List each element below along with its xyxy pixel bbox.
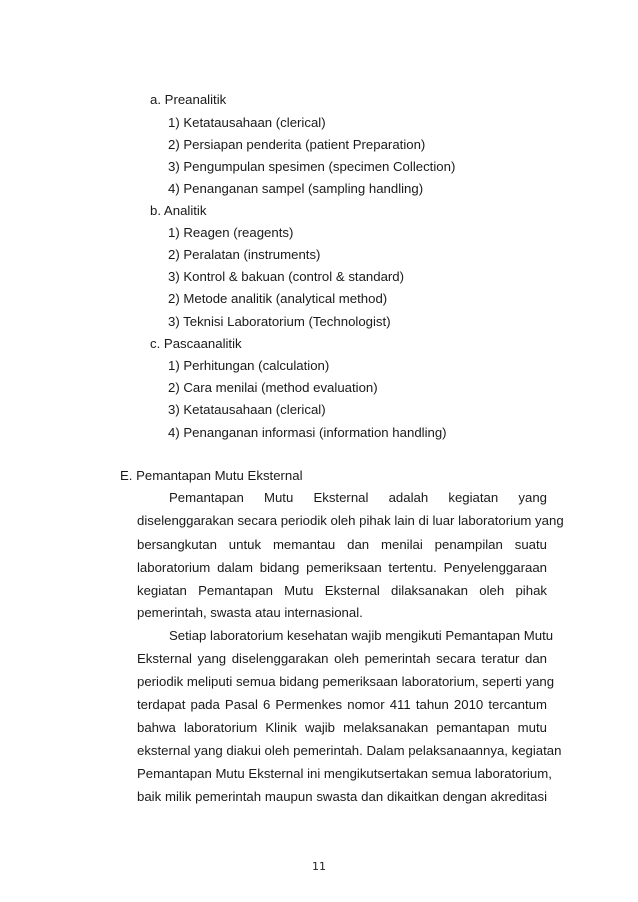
paragraph-line: Eksternal yang diselenggarakan oleh pemerintah secara teratur dan <box>137 651 547 666</box>
list-item: 3) Pengumpulan spesimen (specimen Collection) <box>168 159 456 174</box>
list-item: 1) Reagen (reagents) <box>168 225 294 240</box>
list-item: 1) Ketatausahaan (clerical) <box>168 115 326 130</box>
page-number: 11 <box>312 860 326 873</box>
paragraph-line: bahwa laboratorium Klinik wajib melaksanakan pemantapan mutu <box>137 720 547 735</box>
list-item: 2) Peralatan (instruments) <box>168 247 321 262</box>
list-item: 4) Penanganan sampel (sampling handling) <box>168 181 424 196</box>
paragraph-line: kegiatan Pemantapan Mutu Eksternal dilaksanakan oleh pihak <box>137 583 547 598</box>
outline-heading-pascaanalitik: c. Pascaanalitik <box>150 336 242 351</box>
list-item: 3) Teknisi Laboratorium (Technologist) <box>168 314 391 329</box>
paragraph-line: Setiap laboratorium kesehatan wajib mengikuti Pemantapan Mutu <box>169 628 554 643</box>
list-item: 3) Ketatausahaan (clerical) <box>168 402 326 417</box>
paragraph-line: pemerintah, swasta atau internasional. <box>137 605 363 620</box>
paragraph-line: eksternal yang diakui oleh pemerintah. Dalam pelaksanaannya, kegiatan <box>137 743 562 758</box>
list-item: 2) Cara menilai (method evaluation) <box>168 380 378 395</box>
list-item: 4) Penanganan informasi (information handling) <box>168 425 447 440</box>
list-item: 1) Perhitungan (calculation) <box>168 358 330 373</box>
paragraph-line: periodik meliputi semua bidang pemeriksaan laboratorium, seperti yang <box>137 674 555 689</box>
paragraph-line: diselenggarakan secara periodik oleh pihak lain di luar laboratorium yang <box>137 513 564 528</box>
list-item: 2) Persiapan penderita (patient Preparation) <box>168 137 426 152</box>
paragraph-line: terdapat pada Pasal 6 Permenkes nomor 411 tahun 2010 tercantum <box>137 697 547 712</box>
paragraph-line: bersangkutan untuk memantau dan menilai penampilan suatu <box>137 537 547 552</box>
paragraph-line: laboratorium dalam bidang pemeriksaan tertentu. Penyelenggaraan <box>137 560 547 575</box>
paragraph-line: baik milik pemerintah maupun swasta dan dikaitkan dengan akreditasi <box>137 789 547 804</box>
paragraph-line: Pemantapan Mutu Eksternal adalah kegiatan yang <box>169 490 547 505</box>
section-heading: E. Pemantapan Mutu Eksternal <box>120 468 303 483</box>
outline-heading-preanalitik: a. Preanalitik <box>150 92 227 107</box>
paragraph-line: Pemantapan Mutu Eksternal ini mengikutsertakan semua laboratorium, <box>137 766 552 781</box>
list-item: 3) Kontrol & bakuan (control & standard) <box>168 269 405 284</box>
list-item: 2) Metode analitik (analytical method) <box>168 291 388 306</box>
outline-heading-analitik: b. Analitik <box>150 203 207 218</box>
